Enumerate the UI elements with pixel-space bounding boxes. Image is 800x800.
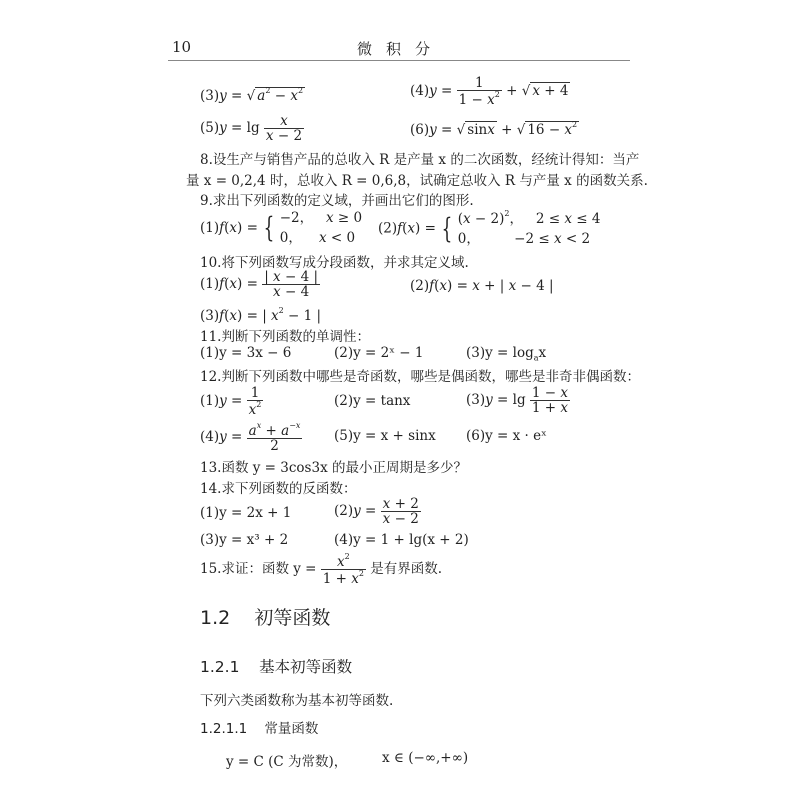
section-title: 初等函数 bbox=[254, 607, 331, 629]
ex15: 15.求证：函数 y = $\frac{x^2}{1 + x^2}$ 是有界函数. bbox=[200, 552, 443, 588]
header-rule bbox=[168, 60, 630, 61]
ex14-item4: (4)y = 1 + lg(x + 2) bbox=[334, 532, 469, 548]
subsubsection-number: 1.2.1.1 bbox=[200, 721, 248, 737]
ex7-item4: (4)y = $\frac{1}{1 - x^2}$ + √ x + 4 bbox=[410, 75, 569, 109]
ex11-item1: (1)y = 3x − 6 bbox=[200, 345, 292, 361]
ex12-item3: (3)y = lg $\frac{1 - x}{1 + x}$ bbox=[466, 385, 569, 417]
ex14-item2: (2)y = $\frac{x + 2}{x - 2}$ bbox=[334, 496, 419, 528]
subsubsection-title: 常量函数 bbox=[264, 721, 319, 737]
subsection-heading bbox=[200, 655, 352, 677]
ex12-item4: (4)y = $\frac{a^x + a^{-x}}{2}$ bbox=[200, 421, 301, 455]
ex7-item5: (5)y = lg $\frac{x}{x - 2}$ bbox=[200, 113, 303, 145]
ex9-item1: (1)f(x) = { −2， x ≥ 0 0， x < 0 bbox=[200, 210, 363, 247]
ex10-title: 10.将下列函数写成分段函数，并求其定义域. bbox=[200, 255, 469, 271]
ex12-item2: (2)y = tanx bbox=[334, 393, 411, 409]
ex9-title: 9.求出下列函数的定义域，并画出它们的图形. bbox=[200, 193, 474, 209]
page-number: 10 bbox=[172, 38, 192, 56]
ex10-item2: (2)f(x) = x + | x − 4 | bbox=[410, 278, 554, 294]
ex12-item5: (5)y = x + sinx bbox=[334, 428, 436, 444]
subsubsection-heading bbox=[200, 717, 318, 737]
subsection-title: 基本初等函数 bbox=[259, 658, 353, 676]
ex11-item2: (2)y = 2ˣ − 1 bbox=[334, 345, 424, 361]
ex10-item3: (3)f(x) = | $x^2 - 1$ | bbox=[200, 306, 322, 324]
ex14-item3: (3)y = x³ + 2 bbox=[200, 532, 289, 548]
ex14-title: 14.求下列函数的反函数： bbox=[200, 481, 357, 497]
ex11-item3: $(3)y = \log_ax$ bbox=[466, 345, 547, 363]
section-number: 1.2 bbox=[200, 607, 231, 629]
running-title: 微积分 bbox=[357, 40, 445, 58]
ex9-item2: (2)f(x) = { $(x - 2)^2$， 2 ≤ x ≤ 4 0， −2 ≤ x < 2 bbox=[378, 209, 601, 248]
ex7-item3: (3)y = √ $a^2 - x^2$ bbox=[200, 86, 304, 104]
ex14-item1: (1)y = 2x + 1 bbox=[200, 505, 292, 521]
ex12-item6: (6)y = x · eˣ bbox=[466, 428, 547, 444]
ex12-item1: (1)y = $\frac{1}{x^2}$ bbox=[200, 385, 262, 419]
constant-function-formula-right: x ∈ (−∞,+∞) bbox=[382, 750, 469, 766]
ex12-title: 12.判断下列函数中哪些是奇函数，哪些是偶函数，哪些是非奇非偶函数： bbox=[200, 369, 640, 385]
constant-function-formula-left: y = C (C 为常数)， bbox=[226, 754, 348, 770]
section-heading bbox=[200, 603, 330, 630]
ex13-title: 13.函数 y = 3cos3x 的最小正周期是多少？ bbox=[200, 460, 467, 476]
subsection-number: 1.2.1 bbox=[200, 658, 240, 676]
section-intro: 下列六类函数称为基本初等函数. bbox=[200, 693, 394, 709]
ex7-item6: (6)y = √ sinx + √ $16 - x^2$ bbox=[410, 120, 578, 138]
ex10-item1: (1)f(x) = $\frac{| x - 4 |}{x - 4}$ bbox=[200, 269, 318, 301]
ex11-title: 11.判断下列函数的单调性： bbox=[200, 329, 370, 345]
ex8-line2: 量 x = 0,2,4 时，总收入 R = 0,6,8，试确定总收入 R 与产量 x 的函数关系. bbox=[186, 173, 648, 189]
ex8-line1: 8.设生产与销售产品的总收入 R 是产量 x 的二次函数，经统计得知：当产 bbox=[200, 152, 640, 168]
